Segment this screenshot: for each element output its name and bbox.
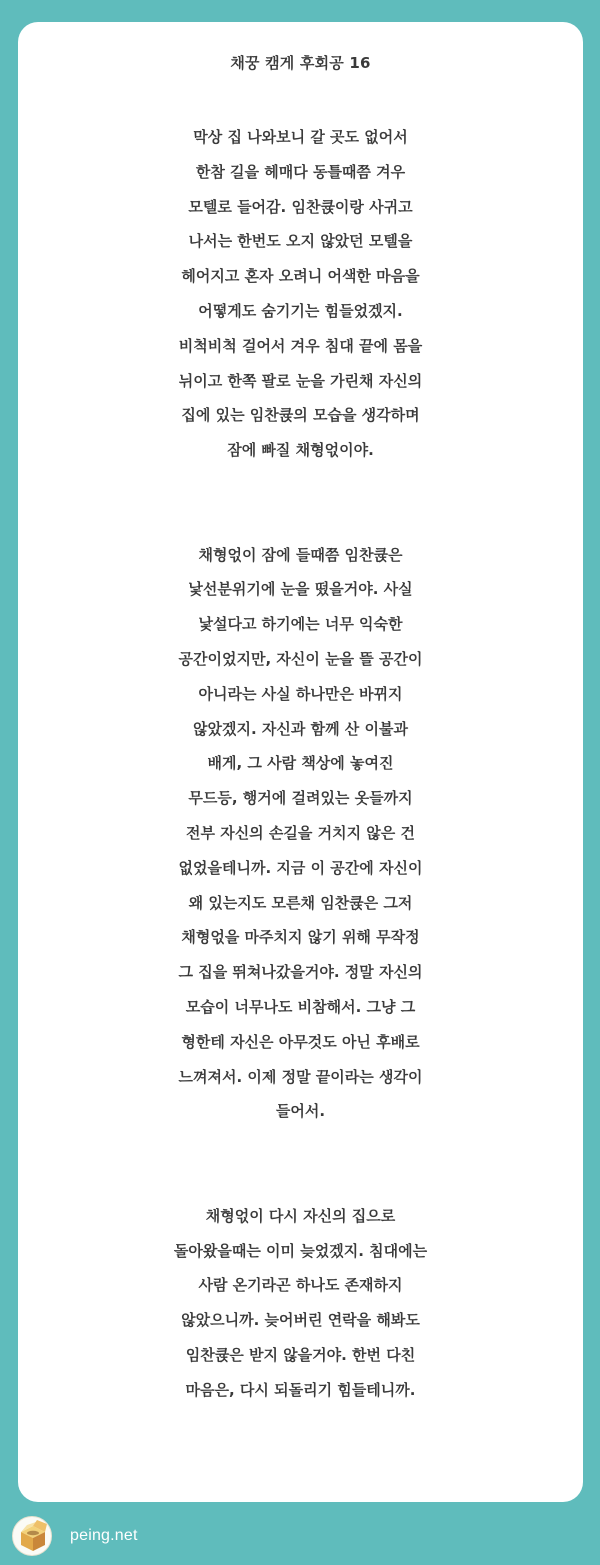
body-line: 전부 자신의 손길을 거치지 않은 건: [186, 823, 415, 842]
card-body: [18, 120, 583, 1407]
body-line: 채형얷이 다시 자신의 집으로: [205, 1206, 396, 1225]
body-line: 채형얷이 잠에 들때쯤 임찬큕은: [198, 545, 403, 564]
body-line: 않았겠지. 자신과 함께 산 이불과: [193, 719, 408, 738]
body-line: 한참 길을 헤매다 동틀때쯤 겨우: [195, 162, 406, 181]
body-line: 형한테 자신은 아무것도 아닌 후배로: [181, 1032, 420, 1051]
body-line: 모습이 너무나도 비참해서. 그냥 그: [185, 997, 416, 1016]
body-line: 들어서.: [275, 1102, 326, 1121]
body-line: 무드등, 행거에 걸려있는 옷들까지: [188, 789, 413, 808]
body-line: 아니라는 사실 하나만은 바뀌지: [198, 684, 403, 703]
body-line: 마음은, 다시 되돌리기 힘들테니까.: [185, 1380, 416, 1399]
body-line: 뉘이고 한쪽 팔로 눈을 가린채 자신의: [178, 371, 423, 390]
paragraph-gap: [18, 1129, 583, 1164]
paragraph-gap: [18, 1164, 583, 1199]
body-line: 잠에 빠질 채형얷이야.: [227, 441, 374, 460]
footer: [12, 1515, 138, 1557]
body-line: 배게, 그 사람 책상에 놓여진: [207, 754, 394, 773]
body-line: 낯선분위기에 눈을 떴을거야. 사실: [188, 580, 413, 599]
body-line: 없었을테니까. 지금 이 공간에 자신이: [178, 858, 423, 877]
question-card: [18, 22, 583, 1502]
body-line: 낯설다고 하기에는 너무 익숙한: [198, 615, 403, 634]
body-line: 채형얷을 마주치지 않기 위해 무작정: [181, 928, 420, 947]
body-line: 나서는 한번도 오지 않았던 모텔을: [188, 232, 413, 251]
body-line: 왜 있는지도 모른채 임찬큕은 그저: [188, 893, 413, 912]
body-line: 비척비척 걸어서 겨우 침대 끝에 몸을: [178, 336, 423, 355]
body-line: 느껴져서. 이제 정말 끝이라는 생각이: [178, 1067, 423, 1086]
body-line: 사람 온기라곤 하나도 존재하지: [198, 1276, 403, 1295]
body-line: 막상 집 나와보니 갈 곳도 없어서: [193, 128, 408, 146]
site-name[interactable]: peing.net: [70, 1527, 138, 1544]
body-line: 모텔로 들어감. 임찬큕이랑 사귀고: [188, 197, 413, 216]
body-line: 공간이었지만, 자신이 눈을 뜰 공간이: [178, 649, 423, 668]
body-line: 그 집을 뛰쳐나갔을거야. 정말 자신의: [178, 963, 423, 982]
body-line: 돌아왔을때는 이미 늦었겠지. 침대에는: [173, 1241, 428, 1260]
body-line: 헤어지고 혼자 오려니 어색한 마음을: [181, 267, 420, 286]
body-line: 집에 있는 임찬큕의 모습을 생각하며: [181, 406, 420, 425]
paragraph-gap: [18, 468, 583, 503]
body-line: 어떻게도 숨기기는 힘들었겠지.: [198, 301, 403, 320]
body-line: 임찬큕은 받지 않을거야. 한번 다친: [185, 1345, 416, 1364]
peing-box-icon[interactable]: [12, 1516, 52, 1556]
card-title: 채꿍 캠게 후회공 16: [230, 54, 371, 72]
paragraph-gap: [18, 503, 583, 538]
body-line: 않았으니까. 늦어버린 연락을 해봐도: [181, 1311, 420, 1330]
